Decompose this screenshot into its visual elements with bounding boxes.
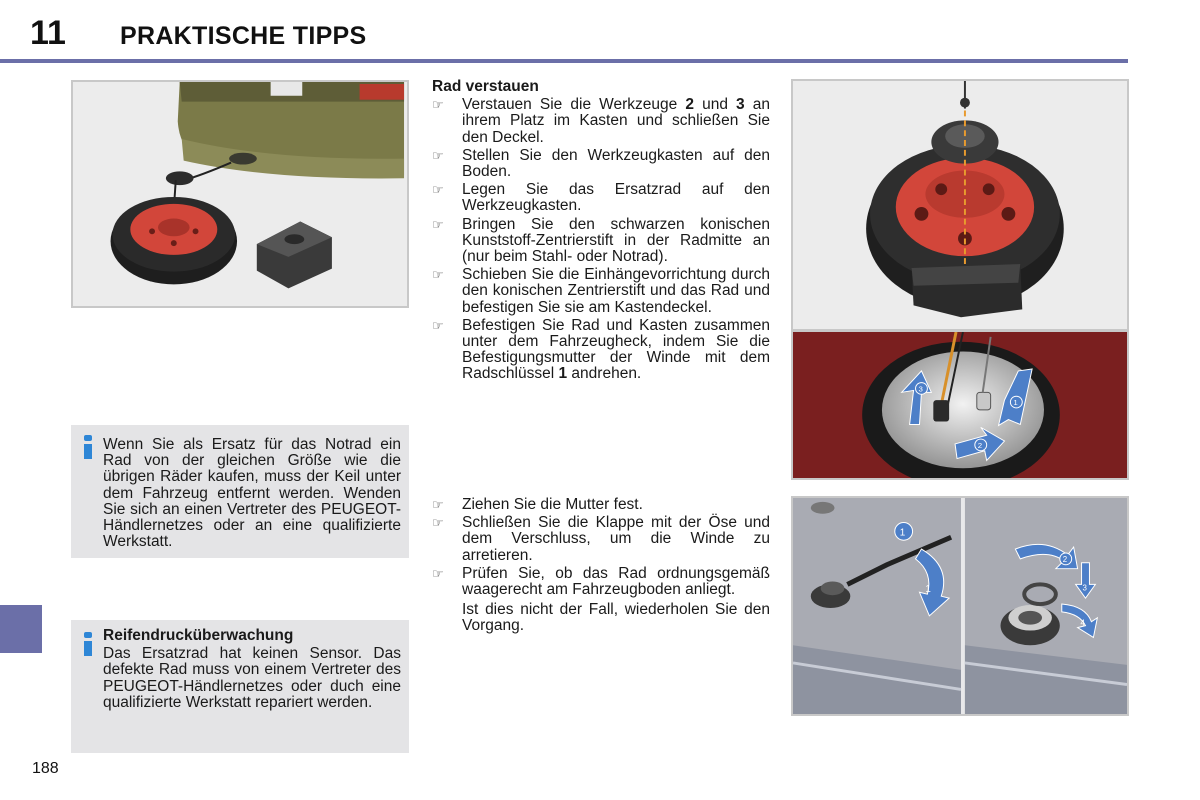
info-text: Wenn Sie als Ersatz für das Notrad ein Rad von der gleichen Größe wie die übrigen Räder kaufen, muss der Keil unter dem Fahrzeug entfernt werden. Wenden Sie sich an einen Vertreter des PEUGEOT-Händlernetzes oder an eine qualifizierte Werkstatt. — [103, 436, 401, 551]
figure-wheel-assembly — [791, 79, 1129, 331]
info-box-spare-wheel-note — [71, 425, 409, 558]
info-title: Reifendrucküberwachung — [103, 627, 294, 644]
pointing-hand-icon: ☞ — [432, 565, 444, 581]
figure-latch-detail — [791, 496, 1129, 716]
figure-underbody-winch — [791, 330, 1129, 480]
pointing-hand-icon: ☞ — [432, 147, 444, 163]
callout-2: 2 — [977, 440, 983, 450]
pointing-hand-icon: ☞ — [432, 515, 444, 531]
instructions-part-2 — [432, 497, 770, 635]
step-item: ☞ Prüfen Sie, ob das Rad ordnungsgemäß waagerecht am Fahrzeugboden anliegt. — [432, 564, 770, 599]
callout-4: 4 — [1080, 618, 1085, 628]
step-item: ☞ Bringen Sie den schwarzen konischen Kunststoff-Zentrierstift in der Radmitte an (nur beim Stahl- oder Notrad). — [432, 215, 770, 266]
callout-2: 2 — [1062, 554, 1068, 564]
header-rule — [0, 59, 1128, 63]
step-item: ☞ Befestigen Sie Rad und Kasten zusammen unter dem Fahrzeugheck, indem Sie die Befestigungsmutter der Winde mit dem Radschlüssel 1 andrehen. — [432, 316, 770, 383]
pointing-hand-icon: ☞ — [432, 267, 444, 283]
step-item: ☞ Legen Sie das Ersatzrad auf den Werkzeugkasten. — [432, 181, 770, 215]
pointing-hand-icon: ☞ — [432, 317, 444, 333]
figure-car-spare-wheel — [71, 80, 409, 308]
pointing-hand-icon: ☞ — [432, 97, 444, 113]
chapter-side-tab — [0, 605, 42, 653]
pointing-hand-icon: ☞ — [432, 216, 444, 232]
pointing-hand-icon: ☞ — [432, 182, 444, 198]
pointing-hand-icon: ☞ — [432, 497, 444, 512]
callout-1: 1 — [899, 527, 906, 539]
instructions-part-1 — [432, 79, 770, 385]
info-text-block — [103, 628, 401, 711]
page-number: 188 — [32, 760, 59, 777]
callout-3: 3 — [1082, 583, 1087, 593]
info-box-tire-pressure — [71, 620, 409, 753]
chapter-number: 11 — [30, 14, 66, 52]
info-icon — [81, 435, 95, 459]
callout-1: 1 — [1013, 398, 1018, 407]
callout-1b: 1 — [925, 584, 931, 596]
callout-3: 3 — [918, 384, 923, 394]
step-item: ☞ Stellen Sie den Werkzeugkasten auf den Boden. — [432, 146, 770, 181]
section-title: Rad verstauen — [432, 78, 539, 95]
closing-note: Ist dies nicht der Fall, wiederholen Sie den Vorgang. — [462, 601, 770, 635]
info-body: Das Ersatzrad hat keinen Sensor. Das defekte Rad muss von einem Vertreter des PEUGEOT-Händlernetzes oder duch eine qualifizierte Werkstatt repariert werden. — [103, 645, 401, 711]
step-item: ☞ Schieben Sie die Einhängevorrichtung durch den konischen Zentrierstift und das Rad und befestigen Sie sie am Kastendeckel. — [432, 266, 770, 316]
step-item: ☞ Ziehen Sie die Mutter fest. — [432, 496, 643, 513]
chapter-title: PRAKTISCHE TIPPS — [120, 22, 367, 50]
info-icon — [81, 632, 95, 656]
step-item: ☞ Schließen Sie die Klappe mit der Öse und dem Verschluss, um die Winde zu arretieren. — [432, 514, 770, 564]
step-item: ☞ Verstauen Sie die Werkzeuge 2 und 3 an ihrem Platz im Kasten und schließen Sie den Deckel. — [432, 96, 770, 146]
